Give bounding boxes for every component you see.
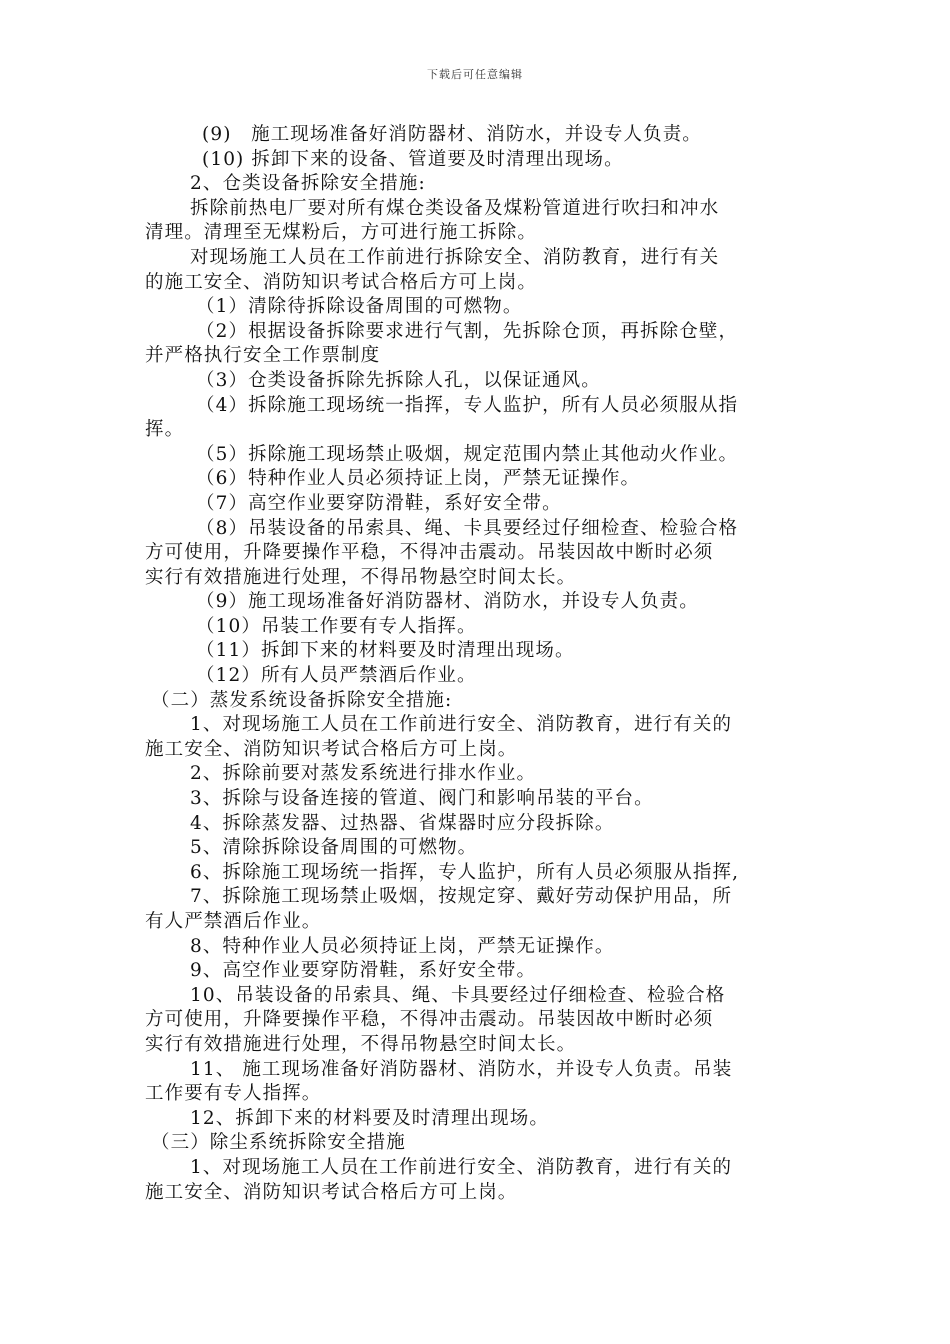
text-line: 1、对现场施工人员在工作前进行安全、消防教育，进行有关的 <box>190 1156 733 1178</box>
text-line: （8）吊装设备的吊索具、绳、卡具要经过仔细检查、检验合格 <box>196 517 739 539</box>
text-line: 2、仓类设备拆除安全措施: <box>190 173 426 195</box>
text-line: （9）施工现场准备好消防器材、消防水，并设专人负责。 <box>196 591 699 613</box>
text-line: 方可使用，升降要操作平稳，不得冲击震动。吊装因故中断时必须 <box>145 1009 714 1031</box>
text-line: 拆除前热电厂要对所有煤仓类设备及煤粉管道进行吹扫和冲水 <box>190 197 720 219</box>
text-line: （10）吊装工作要有专人指挥。 <box>196 615 477 637</box>
text-line: （2）根据设备拆除要求进行气割，先拆除仓顶，再拆除仓壁， <box>196 320 739 342</box>
document-body <box>145 123 815 1205</box>
text-line: （3）仓类设备拆除先拆除人孔，以保证通风。 <box>196 369 601 391</box>
text-line: 12、拆卸下来的材料要及时清理出现场。 <box>190 1107 549 1129</box>
text-line: （6）特种作业人员必须持证上岗，严禁无证操作。 <box>196 468 641 490</box>
text-line: 7、拆除施工现场禁止吸烟，按规定穿、戴好劳动保护用品，所 <box>190 886 733 908</box>
text-line: 施工安全、消防知识考试合格后方可上岗。 <box>145 738 518 760</box>
text-line: 挥。 <box>145 419 185 441</box>
text-line: 对现场施工人员在工作前进行拆除安全、消防教育，进行有关 <box>190 246 720 268</box>
text-line: （11）拆卸下来的材料要及时清理出现场。 <box>196 640 575 662</box>
text-line: (10) 拆卸下来的设备、管道要及时清理出现场。 <box>202 148 624 170</box>
text-line: 9、高空作业要穿防滑鞋，系好安全带。 <box>190 960 537 982</box>
text-line: 6、拆除施工现场统一指挥，专人监护，所有人员必须服从指挥, <box>190 861 740 883</box>
text-line: 3、拆除与设备连接的管道、阀门和影响吊装的平台。 <box>190 788 654 810</box>
text-line: (9) 施工现场准备好消防器材、消防水，并设专人负责。 <box>202 124 702 145</box>
text-line: 4、拆除蒸发器、过热器、省煤器时应分段拆除。 <box>190 812 615 834</box>
text-line: 8、特种作业人员必须持证上岗，严禁无证操作。 <box>190 935 615 957</box>
text-line: 有人严禁酒后作业。 <box>145 911 322 932</box>
text-line: 方可使用，升降要操作平稳，不得冲击震动。吊装因故中断时必须 <box>145 542 714 564</box>
text-line: （二）蒸发系统设备拆除安全措施: <box>151 689 453 711</box>
text-line: 实行有效措施进行处理，不得吊物悬空时间太长。 <box>145 566 577 588</box>
text-line: （7）高空作业要穿防滑鞋，系好安全带。 <box>196 492 562 514</box>
text-line: 11、 施工现场准备好消防器材、消防水，并设专人负责。吊装 <box>190 1058 733 1080</box>
text-line: （5）拆除施工现场禁止吸烟，规定范围内禁止其他动火作业。 <box>196 443 739 465</box>
text-line: （三）除尘系统拆除安全措施 <box>151 1132 406 1154</box>
page-header: 下载后可任意编辑 <box>427 68 523 81</box>
text-line: 10、吊装设备的吊索具、绳、卡具要经过仔细检查、检验合格 <box>190 984 726 1006</box>
text-line: 5、清除拆除设备周围的可燃物。 <box>190 837 478 859</box>
text-line: 实行有效措施进行处理，不得吊物悬空时间太长。 <box>145 1033 577 1055</box>
text-line: （1）清除待拆除设备周围的可燃物。 <box>196 296 523 318</box>
text-line: 2、拆除前要对蒸发系统进行排水作业。 <box>190 763 537 785</box>
text-line: 清理。清理至无煤粉后，方可进行施工拆除。 <box>145 222 538 244</box>
text-line: 1、对现场施工人员在工作前进行安全、消防教育，进行有关的 <box>190 714 733 736</box>
text-line: （4）拆除施工现场统一指挥，专人监护，所有人员必须服从指 <box>196 394 739 416</box>
text-line: 并严格执行安全工作票制度 <box>145 345 381 367</box>
text-line: 的施工安全、消防知识考试合格后方可上岗。 <box>145 271 538 293</box>
text-line: 工作要有专人指挥。 <box>145 1083 322 1105</box>
text-line: 施工安全、消防知识考试合格后方可上岗。 <box>145 1181 518 1203</box>
text-line: （12）所有人员严禁酒后作业。 <box>196 665 477 687</box>
